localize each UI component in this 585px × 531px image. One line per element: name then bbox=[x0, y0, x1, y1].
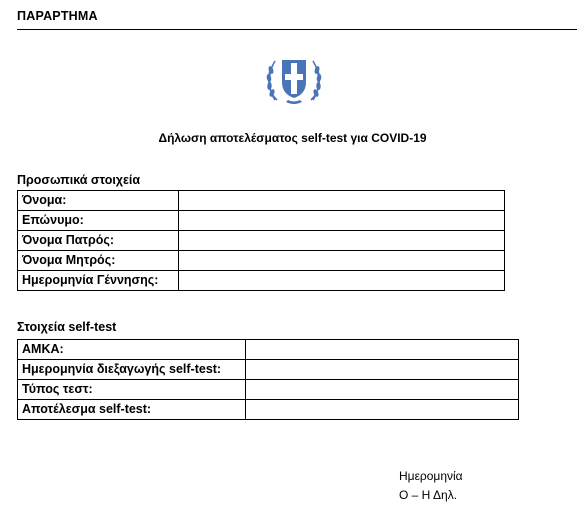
table-row bbox=[18, 360, 519, 380]
table-row bbox=[18, 211, 505, 231]
test-date-field[interactable] bbox=[246, 360, 519, 380]
field-label: Αποτέλεσμα self-test: bbox=[18, 400, 246, 420]
first-name-field[interactable] bbox=[179, 191, 505, 211]
personal-section-title: Προσωπικά στοιχεία bbox=[17, 173, 141, 187]
table-row bbox=[18, 400, 519, 420]
field-label: ΑΜΚΑ: bbox=[18, 340, 246, 360]
field-label: Ημερομηνία Γέννησης: bbox=[18, 271, 179, 291]
signature-date-label: Ημερομηνία bbox=[399, 469, 463, 483]
table-row bbox=[18, 340, 519, 360]
table-row bbox=[18, 251, 505, 271]
field-label: Επώνυμο: bbox=[18, 211, 179, 231]
signature-signer-label: Ο – Η Δηλ. bbox=[399, 488, 458, 502]
amka-field[interactable] bbox=[246, 340, 519, 360]
field-label: Όνομα: bbox=[18, 191, 179, 211]
personal-info-table bbox=[17, 190, 505, 291]
field-label: Ημερομηνία διεξαγωγής self-test: bbox=[18, 360, 246, 380]
field-label: Τύπος τεστ: bbox=[18, 380, 246, 400]
document-title: Δήλωση αποτελέσματος self-test για COVID-19 bbox=[158, 131, 427, 145]
field-label: Όνομα Μητρός: bbox=[18, 251, 179, 271]
test-result-field[interactable] bbox=[246, 400, 519, 420]
mother-name-field[interactable] bbox=[179, 251, 505, 271]
table-row bbox=[18, 380, 519, 400]
table-row bbox=[18, 231, 505, 251]
table-row bbox=[18, 271, 505, 291]
birth-date-field[interactable] bbox=[179, 271, 505, 291]
father-name-field[interactable] bbox=[179, 231, 505, 251]
field-label: Όνομα Πατρός: bbox=[18, 231, 179, 251]
last-name-field[interactable] bbox=[179, 211, 505, 231]
greek-coat-of-arms-icon bbox=[264, 50, 324, 108]
header-rule bbox=[17, 29, 577, 30]
test-type-field[interactable] bbox=[246, 380, 519, 400]
header-title: ΠΑΡΑΡΤΗΜΑ bbox=[17, 9, 98, 23]
table-row bbox=[18, 191, 505, 211]
selftest-info-table bbox=[17, 339, 519, 420]
selftest-section-title: Στοιχεία self-test bbox=[17, 320, 117, 334]
